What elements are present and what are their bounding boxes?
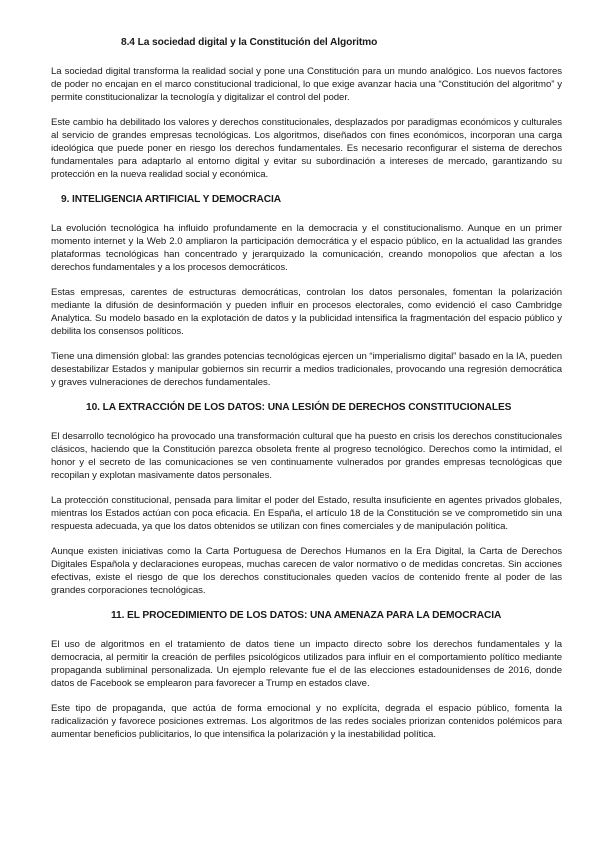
paragraph: Aunque existen iniciativas como la Carta Portuguesa de Derechos Humanos en la Era Digital, la Carta de Derechos Digitales Española y declaraciones europeas, muchas carecen de valor normativo o de medidas concretas. Sin acciones efectivas, existe el riesgo de que los derechos constitucionales queden vacíos de contenido frente al poder de las grandes corporaciones tecnológicas. bbox=[51, 546, 562, 596]
section-8-4 bbox=[51, 36, 562, 181]
section-11 bbox=[51, 609, 562, 741]
section-10 bbox=[51, 401, 562, 597]
paragraph: El desarrollo tecnológico ha provocado una transformación cultural que ha puesto en crisis los derechos constitucionales clásicos, haciendo que la Constitución parezca obsoleta frente al progreso tecnológico. Derechos como la intimidad, el honor y el secreto de las comunicaciones se ven continuamente vulnerados por grandes empresas tecnológicas que recopilan y explotan masivamente datos personales. bbox=[51, 431, 562, 481]
section-title: 8.4 La sociedad digital y la Constitución del Algoritmo bbox=[121, 37, 378, 48]
section-9 bbox=[51, 193, 562, 389]
paragraph: El uso de algoritmos en el tratamiento de datos tiene un impacto directo sobre los derechos fundamentales y la democracia, al permitir la creación de perfiles psicológicos utilizados para influir en el comportamiento político mediante propaganda subliminal personalizada. Un ejemplo relevante fue el de las elecciones estadounidenses de 2016, donde datos de Facebook se emplearon para favorecer a Trump en estados clave. bbox=[51, 639, 562, 689]
section-title: 9. INTELIGENCIA ARTIFICIAL Y DEMOCRACIA bbox=[61, 194, 282, 205]
paragraph: La evolución tecnológica ha influido profundamente en la democracia y el constitucionalismo. Aunque en un primer momento internet y la Web 2.0 ampliaron la participación democrática y el espacio público, en la actualidad las grandes plataformas tecnológicas han concentrado y jerarquizado la comunicación, creando monopolios que afectan a los derechos fundamentales y a los procesos democráticos. bbox=[51, 223, 562, 273]
section-title: 10. LA EXTRACCIÓN DE LOS DATOS: UNA LESIÓN DE DERECHOS CONSTITUCIONALES bbox=[86, 402, 512, 413]
paragraph: Este cambio ha debilitado los valores y derechos constitucionales, desplazados por paradigmas económicos y culturales al servicio de grandes empresas tecnológicas. Los algoritmos, diseñados con fines económicos, incorporan una carga ideológica que puede poner en riesgo los derechos fundamentales. Es necesario reconfigurar el sistema de derechos fundamentales para adaptarlo al entorno digital y evitar su subordinación a intereses de mercado, garantizando su protección en la nueva realidad social y económica. bbox=[51, 117, 562, 180]
paragraph: La sociedad digital transforma la realidad social y pone una Constitución para un mundo analógico. Los nuevos factores de poder no encajan en el marco constitucional tradicional, lo que exige avanzar hacia una “Constitución del algoritmo” y permite constitucionalizar la tecnología y digitalizar el control del poder. bbox=[51, 66, 562, 103]
paragraph: Estas empresas, carentes de estructuras democráticas, controlan los datos personales, fomentan la polarización mediante la difusión de desinformación y pueden influir en procesos electorales, como evidenció el caso Cambridge Analytica. Su modelo basado en la explotación de datos y la publicidad intensifica la fragmentación del espacio público y debilita los consensos políticos. bbox=[51, 287, 562, 337]
paragraph: Este tipo de propaganda, que actúa de forma emocional y no explícita, degrada el espacio público, fomenta la radicalización y favorece posiciones extremas. Los algoritmos de las redes sociales priorizan contenidos polémicos para aumentar beneficios publicitarios, lo que intensifica la polarización y la inestabilidad política. bbox=[51, 703, 562, 740]
paragraph: Tiene una dimensión global: las grandes potencias tecnológicas ejercen un “imperialismo digital” basado en la IA, pueden desestabilizar Estados y manipular gobiernos sin recurrir a medios tradicionales, provocando una regresión democrática y graves vulneraciones de derechos fundamentales. bbox=[51, 351, 562, 388]
section-title: 11. EL PROCEDIMIENTO DE LOS DATOS: UNA AMENAZA PARA LA DEMOCRACIA bbox=[111, 610, 502, 621]
paragraph: La protección constitucional, pensada para limitar el poder del Estado, resulta insuficiente en agentes privados globales, mientras los Estados actúan con poca eficacia. En España, el artículo 18 de la Constitución se ve comprometido sin una respuesta adecuada, ya que los datos obtenidos se utilizan con fines comerciales y de manipulación política. bbox=[51, 495, 562, 532]
